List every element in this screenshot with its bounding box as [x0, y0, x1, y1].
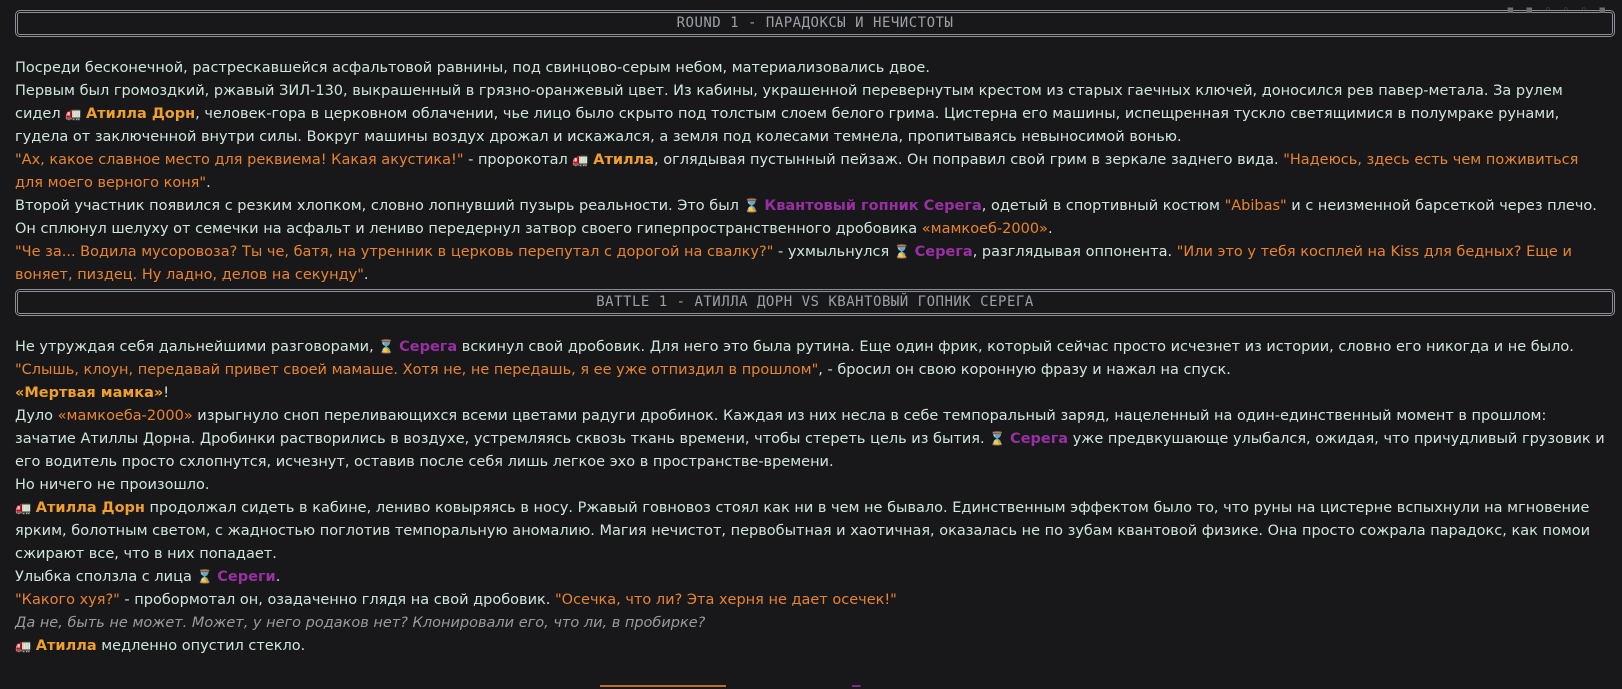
paragraph: Дуло «мамкоеба-2000» изрыгнуло сноп переливающихся всеми цветами радуги дробинок. Каждая из них несла в себе темпоральный заряд, нацеленный на один-единственный момент в прошлом: зачатие Атиллы Дорна. Дробинки растворились в воздухе, устремляясь сквозь ткань времени, чтобы стереть цель из бытия. ⌛ Серега уже предвкушающе улыбался, ожидая, что причудливый грузовик и его водитель просто схлопнутся, исчезнут, оставив после себя лишь легкое эхо в пространстве-времени. [15, 408, 1605, 470]
attack-name: «Мертвая мамка» [15, 385, 164, 401]
weapon-name: «мамкоеб-2000» [921, 221, 1048, 237]
clipped-next-line [600, 685, 1020, 687]
truck-icon: 🚛 [15, 501, 32, 516]
chat-page [0, 3, 1622, 689]
truck-icon: 🚛 [65, 107, 82, 122]
character-name-atilla: Атилла [35, 638, 97, 654]
paragraph: "Че за... Водила мусоровоза? Ты че, батя, на утренник в церковь перепутал с дорогой на свалку?" - ухмыльнулся ⌛ Серега, разглядывая оппонента. "Или это у тебя косплей на Kiss для бедных? Еще и воняет, пиздец. Ну ладно, делов на секунду". [15, 244, 1572, 283]
paragraph: «Мертвая мамка»! [15, 385, 170, 401]
paragraph: 🚛 Атилла Дорн продолжал сидеть в кабине, лениво ковыряясь в носу. Ржавый говновоз стоял как ни в чем не бывало. Единственным эффектом было то, что руны на цистерне вспыхнули на мгновение ярким, болотным светом, с жадностью поглотив темпоральную аномалию. Магия нечистот, первобытная и хаотичная, оказалась не по зубам квантовой физике. Она просто сожрала парадокс, как помои сжирают все, что в них попадает. [15, 500, 1591, 562]
character-name-serega: Квантовый гопник Серега [764, 198, 982, 214]
truck-icon: 🚛 [572, 153, 589, 168]
character-name-atilla: Атилла Дорн [86, 106, 196, 122]
round-banner: ROUND 1 - ПАРАДОКСЫ И НЕЧИСТОТЫ [15, 10, 1615, 37]
paragraph: Но ничего не произошло. [15, 477, 210, 493]
hourglass-icon: ⌛ [196, 570, 213, 585]
truck-icon: 🚛 [15, 639, 32, 654]
paragraph: Первым был громоздкий, ржавый ЗИЛ-130, выкрашенный в грязно-оранжевый цвет. Из кабины, украшенной перевернутым крестом из старых гаечных ключей, доносился рев павер-метала. За рулем сидел 🚛 Атилла Дорн, человек-гора в церковном облачении, чье лицо было скрыто под толстым слоем белого грима. Цистерна его машины, испещренная тускло светящимися в полумраке рунами, гудела от заключенной внутри силы. Вокруг машины воздух дрожал и искажался, а земля под колесами темнела, пропитываясь невыносимой вонью. [15, 83, 1563, 145]
toolbar-icons[interactable]: ▪ ▪ ◦ ◦ ◦ ▪ [1506, 3, 1610, 16]
inner-thought: Да не, быть не может. Может, у него родаков нет? Клонировали его, что ли, в пробирке? [15, 615, 706, 631]
battle-banner: BATTLE 1 - АТИЛЛА ДОРН VS КВАНТОВЫЙ ГОПНИК СЕРЕГА [15, 289, 1615, 316]
battle-narrative [0, 316, 1622, 658]
dialogue-quote: "Или это у тебя косплей на Kiss для бедных? Еще и воняет, пиздец. Ну ладно, делов на секунду" [15, 244, 1572, 283]
hourglass-icon: ⌛ [893, 245, 911, 260]
round-narrative [0, 37, 1622, 287]
dialogue-quote: "Надеюсь, здесь есть чем поживиться для моего верного коня" [15, 152, 1579, 191]
paragraph: 🚛 Атилла медленно опустил стекло. [15, 638, 306, 654]
dialogue-quote: "Какого хуя?" [15, 592, 120, 608]
paragraph [15, 612, 1608, 635]
paragraph: Улыбка сползла с лица ⌛ Сереги. [15, 569, 281, 585]
brand-name: "Abibas" [1224, 198, 1287, 214]
hourglass-icon: ⌛ [989, 432, 1006, 447]
paragraph: Посреди бесконечной, растрескавшейся асфальтовой равнины, под свинцово-серым небом, материализовались двое. [15, 60, 930, 76]
character-name-atilla: Атилла Дорн [35, 500, 145, 516]
hourglass-icon: ⌛ [378, 340, 395, 355]
top-toolbar [0, 3, 1622, 16]
dialogue-quote: "Че за... Водила мусоровоза? Ты че, батя, на утренник в церковь перепутал с дорогой на свалку?" [15, 244, 774, 260]
weapon-name: «мамкоеба-2000» [57, 408, 193, 424]
paragraph: "Слышь, клоун, передавай привет своей мамаше. Хотя не, не передашь, я ее уже отпиздил в прошлом", - бросил он свою коронную фразу и нажал на спуск. [15, 362, 1231, 378]
dialogue-quote: "Ах, какое славное место для реквиема! Какая акустика!" [15, 152, 464, 168]
paragraph: "Ах, какое славное место для реквиема! Какая акустика!" - пророкотал 🚛 Атилла, оглядывая пустынный пейзаж. Он поправил свой грим в зеркале заднего вида. "Надеюсь, здесь есть чем поживиться для моего верного коня". [15, 152, 1579, 191]
dialogue-quote: "Осечка, что ли? Эта херня не дает осечек!" [554, 592, 897, 608]
character-name-serega: Серега [914, 244, 973, 260]
character-name-serega: Серега [399, 339, 458, 355]
character-name-serega: Серега [1010, 431, 1069, 447]
hourglass-icon: ⌛ [743, 199, 760, 214]
character-name-atilla: Атилла [593, 152, 655, 168]
paragraph: "Какого хуя?" - пробормотал он, озадаченно глядя на свой дробовик. "Осечка, что ли? Эта херня не дает осечек!" [15, 592, 897, 608]
paragraph: Не утруждая себя дальнейшими разговорами, ⌛ Серега вскинул свой дробовик. Для него это была рутина. Еще один фрик, который сейчас просто исчезнет из истории, словно его никогда и не было. [15, 339, 1574, 355]
dialogue-quote: "Слышь, клоун, передавай привет своей мамаше. Хотя не, не передашь, я ее уже отпиздил в прошлом" [15, 362, 819, 378]
paragraph: Второй участник появился с резким хлопком, словно лопнувший пузырь реальности. Это был ⌛ Квантовый гопник Серега, одетый в спортивный костюм "Abibas" и с неизменной барсеткой через плечо. Он сплюнул шелуху от семечки на асфальт и лениво передернул затвор своего гиперпространственного дробовика «мамкоеб-2000». [15, 198, 1597, 237]
character-name-serega: Сереги [217, 569, 276, 585]
